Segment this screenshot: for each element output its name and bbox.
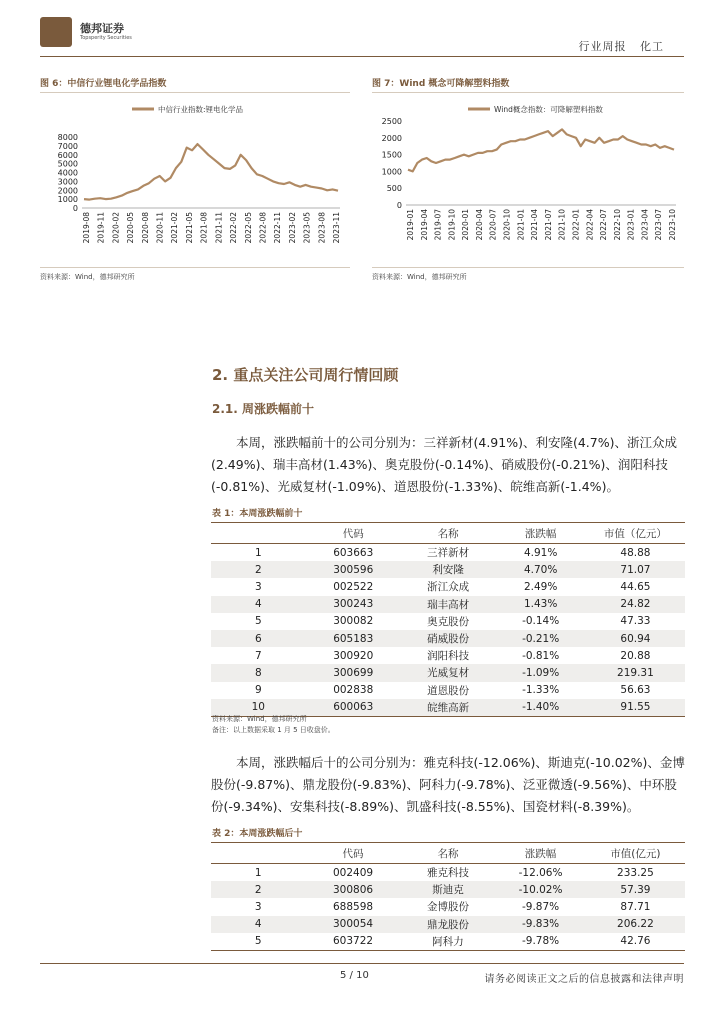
table-cell: 3 [254, 900, 262, 913]
figure-6-source: 资料来源：Wind，德邦研究所 [40, 273, 135, 281]
x-tick-label: 2022-10 [612, 209, 622, 241]
figure-6-rule [40, 92, 350, 93]
paragraph-top-ten: 本周，涨跌幅前十的公司分别为：三祥新材(4.91%)、利安隆(4.7%)、浙江众成(2.49%)、瑞丰高材(1.43%)、奥克股份(-0.14%)、硝威股份(-0.21%)、润阳科技(-0.81%)、光威复材(-1.09%)、道恩股份(-1.33%)、皖维高新(-1.4%)。 [211, 435, 677, 494]
table-cell: 光威复材 [401, 664, 496, 681]
x-tick-label: 2019-10 [447, 209, 457, 241]
legend-label: 中信行业指数:锂电化学品 [158, 105, 244, 114]
table-cell: 300806 [305, 881, 400, 898]
table-cell: 5 [211, 933, 305, 951]
table-cell: 47.33 [620, 615, 651, 628]
table-cell: 阿科力 [401, 933, 496, 951]
footer-disclaimer: 请务必阅读正文之后的信息披露和法律声明 [484, 974, 684, 985]
column-header: 名称 [401, 843, 496, 864]
figure-7-chart [372, 97, 684, 265]
table-cell: 4 [211, 916, 305, 933]
x-tick-label: 2022-08 [258, 212, 268, 244]
table-cell: -0.81% [522, 649, 560, 662]
column-header [211, 523, 306, 544]
subsection-heading: 2.1. 周涨跌幅前十 [212, 402, 314, 416]
table-cell: 瑞丰高材 [401, 596, 496, 613]
table-cell: 三祥新材 [427, 547, 470, 560]
table-cell: 605183 [306, 630, 401, 647]
table-cell: -9.78% [495, 933, 586, 951]
table-cell: 1 [254, 546, 262, 559]
x-tick-label: 2020-02 [111, 212, 121, 244]
table-cell: 300243 [306, 596, 401, 613]
table-cell: 219.31 [586, 664, 685, 681]
x-tick-label: 2022-05 [243, 212, 253, 244]
table-cell: 44.65 [620, 580, 651, 593]
table-cell: 2.49% [523, 580, 558, 593]
x-tick-label: 2020-10 [502, 209, 512, 241]
figure-6-rule-bottom [40, 267, 350, 268]
x-tick-label: 2019-07 [433, 209, 443, 241]
x-tick-label: 2019-11 [96, 212, 106, 244]
y-tick-label: 1000 [381, 167, 402, 177]
table-row [211, 596, 685, 613]
table-cell: 1 [254, 866, 262, 879]
y-tick-label: 1500 [381, 150, 402, 160]
table-cell: 002409 [333, 866, 374, 879]
table-cell: 24.82 [586, 596, 685, 613]
table-cell: -1.09% [495, 664, 585, 681]
table-cell: 300596 [306, 561, 401, 578]
series-line [84, 144, 338, 200]
header-rule [40, 56, 684, 57]
x-tick-label: 2021-07 [543, 209, 553, 241]
table-cell: 300920 [333, 649, 374, 662]
y-tick-label: 7000 [57, 141, 78, 151]
table-cell: 60.94 [586, 630, 685, 647]
figure-7-rule-bottom [372, 267, 684, 268]
table-cell: -0.14% [522, 615, 560, 628]
series-line [408, 129, 674, 171]
x-tick-label: 2023-04 [640, 209, 650, 241]
column-header [211, 843, 305, 864]
table-cell: 硝威股份 [401, 630, 496, 647]
legend-label: Wind概念指数：可降解塑料指数 [494, 105, 603, 114]
table-cell: 金博股份 [426, 901, 469, 914]
x-tick-label: 2020-04 [474, 209, 484, 241]
table-row [211, 630, 685, 647]
table-cell: 2 [211, 561, 306, 578]
x-tick-label: 2022-01 [571, 209, 581, 241]
table-cell: 3 [254, 580, 262, 593]
table-cell: 002522 [333, 580, 374, 593]
table-cell: 688598 [333, 900, 374, 913]
table-cell: 300054 [305, 916, 400, 933]
x-tick-label: 2019-08 [82, 212, 91, 244]
page-number: 5 / 10 [340, 970, 369, 981]
x-tick-label: 2022-07 [599, 208, 609, 241]
report-type: 行业周报 [578, 40, 627, 53]
y-tick-label: 8000 [57, 133, 78, 142]
figure-6-chart [40, 97, 350, 265]
table-row [211, 561, 685, 578]
table-row [211, 647, 685, 664]
table-cell: 233.25 [617, 866, 654, 879]
table-cell: 润阳科技 [427, 650, 470, 663]
x-tick-label: 2019-01 [406, 209, 415, 241]
figure-7-rule [372, 92, 684, 93]
table-cell: 20.88 [620, 649, 651, 662]
column-header: 涨跌幅 [495, 523, 585, 544]
table-cell: 603722 [305, 933, 400, 951]
table-1-title: 表 1：本周涨跌幅前十 [212, 509, 303, 519]
table-cell: 4.91% [523, 546, 558, 559]
y-tick-label: 6000 [57, 150, 78, 160]
table-cell: 206.22 [586, 916, 685, 933]
table-row [211, 864, 685, 882]
x-tick-label: 2021-10 [557, 209, 567, 241]
y-tick-label: 4000 [57, 168, 78, 178]
y-tick-label: 3000 [57, 177, 78, 187]
table-1 [211, 522, 685, 717]
table-cell: 5 [254, 615, 262, 628]
table-cell: 皖维高新 [401, 699, 496, 717]
table-cell: 10 [211, 699, 306, 717]
figure-6-title: 图 6：中信行业锂电化学品指数 [40, 79, 167, 89]
table-cell: 87.71 [620, 900, 651, 913]
table-row [211, 881, 685, 898]
x-tick-label: 2021-02 [170, 212, 180, 244]
section-heading: 2. 重点关注公司周行情回顾 [212, 366, 399, 384]
y-tick-label: 0 [72, 204, 78, 213]
table-2 [211, 842, 685, 951]
column-header: 代码 [305, 843, 400, 864]
x-tick-label: 2022-11 [273, 211, 283, 244]
brand-name-en: Topsperity Securities [80, 35, 132, 41]
y-tick-label: 5000 [57, 159, 78, 169]
y-tick-label: 2000 [57, 186, 78, 196]
table-cell: 奥克股份 [427, 615, 470, 628]
x-tick-label: 2021-01 [516, 209, 526, 241]
table-1-notes [212, 714, 335, 736]
table-cell: 603663 [333, 546, 374, 559]
table-cell: 91.55 [586, 699, 685, 717]
table-cell: 57.39 [586, 881, 685, 898]
x-tick-label: 2023-05 [302, 212, 312, 244]
table-cell: -1.40% [495, 699, 585, 717]
x-tick-label: 2019-04 [419, 209, 429, 241]
table-1-source: 资料来源：Wind，德邦研究所 [212, 715, 307, 723]
table-row [211, 544, 685, 562]
header-category [579, 38, 665, 54]
column-header: 代码 [306, 523, 401, 544]
x-tick-label: 2023-08 [317, 212, 327, 244]
x-tick-label: 2021-11 [214, 212, 224, 244]
table-cell: -9.87% [521, 900, 560, 913]
table-cell: 4 [211, 596, 306, 613]
table-cell: 8 [211, 664, 306, 681]
x-tick-label: 2023-07 [654, 209, 664, 241]
figure-7-source: 资料来源：Wind，德邦研究所 [372, 273, 467, 281]
figure-7-title: 图 7：Wind 概念可降解塑料指数 [372, 79, 510, 89]
table-cell: 2 [211, 881, 305, 898]
y-tick-label: 1000 [57, 195, 78, 205]
x-tick-label: 2023-02 [287, 212, 297, 244]
table-cell: 雅克科技 [426, 867, 469, 880]
column-header: 市值(亿元) [586, 843, 685, 864]
industry: 化工 [640, 40, 664, 53]
table-cell: -10.02% [495, 881, 586, 898]
table-cell: 48.88 [620, 546, 651, 559]
table-cell: -12.06% [518, 866, 563, 879]
x-tick-label: 2020-07 [488, 209, 498, 241]
table-cell: 利安隆 [401, 561, 496, 578]
table-row [211, 664, 685, 681]
x-tick-label: 2020-01 [461, 209, 471, 241]
table-cell: 9 [254, 684, 262, 697]
x-tick-label: 2021-04 [530, 209, 540, 241]
table-cell: 002838 [333, 684, 374, 697]
x-tick-label: 2023-10 [668, 209, 677, 241]
table-cell: 7 [254, 649, 262, 662]
column-header: 名称 [401, 523, 496, 544]
table-cell: 300082 [333, 615, 374, 628]
table-cell: -1.33% [522, 684, 560, 697]
y-tick-label: 500 [386, 184, 402, 194]
table-row [211, 933, 685, 951]
table-cell: 42.76 [586, 933, 685, 951]
footer-rule [40, 963, 684, 964]
table-cell: 鼎龙股份 [401, 916, 496, 933]
table-cell: 斯迪克 [401, 881, 496, 898]
table-cell: -0.21% [495, 630, 585, 647]
table-cell: -9.83% [495, 916, 586, 933]
table-cell: 71.07 [586, 561, 685, 578]
table-cell: 浙江众成 [427, 581, 470, 594]
x-tick-label: 2020-05 [126, 212, 136, 244]
x-tick-label: 2021-05 [184, 212, 194, 244]
brand-name: 德邦证券 [80, 22, 124, 35]
table-row [211, 578, 685, 595]
table-cell: 300699 [306, 664, 401, 681]
paragraph-bottom-ten: 本周，涨跌幅后十的公司分别为：雅克科技(-12.06%)、斯迪克(-10.02%)、金博股份(-9.87%)、鼎龙股份(-9.83%)、阿科力(-9.78%)、泛亚微透(-9.56%)、中环股份(-9.34%)、安集科技(-8.89%)、凯盛科技(-8.55%)、国瓷材料(-8.39%)。 [211, 755, 685, 814]
logo-icon [40, 17, 72, 47]
table-row [211, 682, 685, 699]
table-2-title: 表 2：本周涨跌幅后十 [212, 829, 303, 839]
x-tick-label: 2020-11 [155, 212, 165, 244]
column-header: 市值（亿元） [586, 523, 685, 544]
table-1-note: 备注：以上数据采取 1 月 5 日收盘价。 [212, 726, 335, 734]
table-cell: 道恩股份 [427, 684, 470, 697]
table-row [211, 916, 685, 933]
column-header: 涨跌幅 [495, 843, 586, 864]
table-row [211, 613, 685, 630]
x-tick-label: 2022-02 [229, 212, 239, 244]
table-row [211, 898, 685, 915]
x-tick-label: 2021-08 [199, 212, 209, 244]
y-tick-label: 2000 [381, 133, 402, 143]
table-cell: 1.43% [495, 596, 585, 613]
table-cell: 56.63 [620, 684, 651, 697]
x-tick-label: 2023-01 [626, 209, 636, 241]
x-tick-label: 2023-11 [332, 212, 341, 244]
table-cell: 4.70% [495, 561, 585, 578]
table-cell: 600063 [306, 699, 401, 717]
y-tick-label: 2500 [381, 117, 402, 126]
table-cell: 6 [211, 630, 306, 647]
x-tick-label: 2020-08 [140, 212, 150, 244]
y-tick-label: 0 [396, 201, 402, 210]
x-tick-label: 2022-04 [585, 209, 595, 241]
